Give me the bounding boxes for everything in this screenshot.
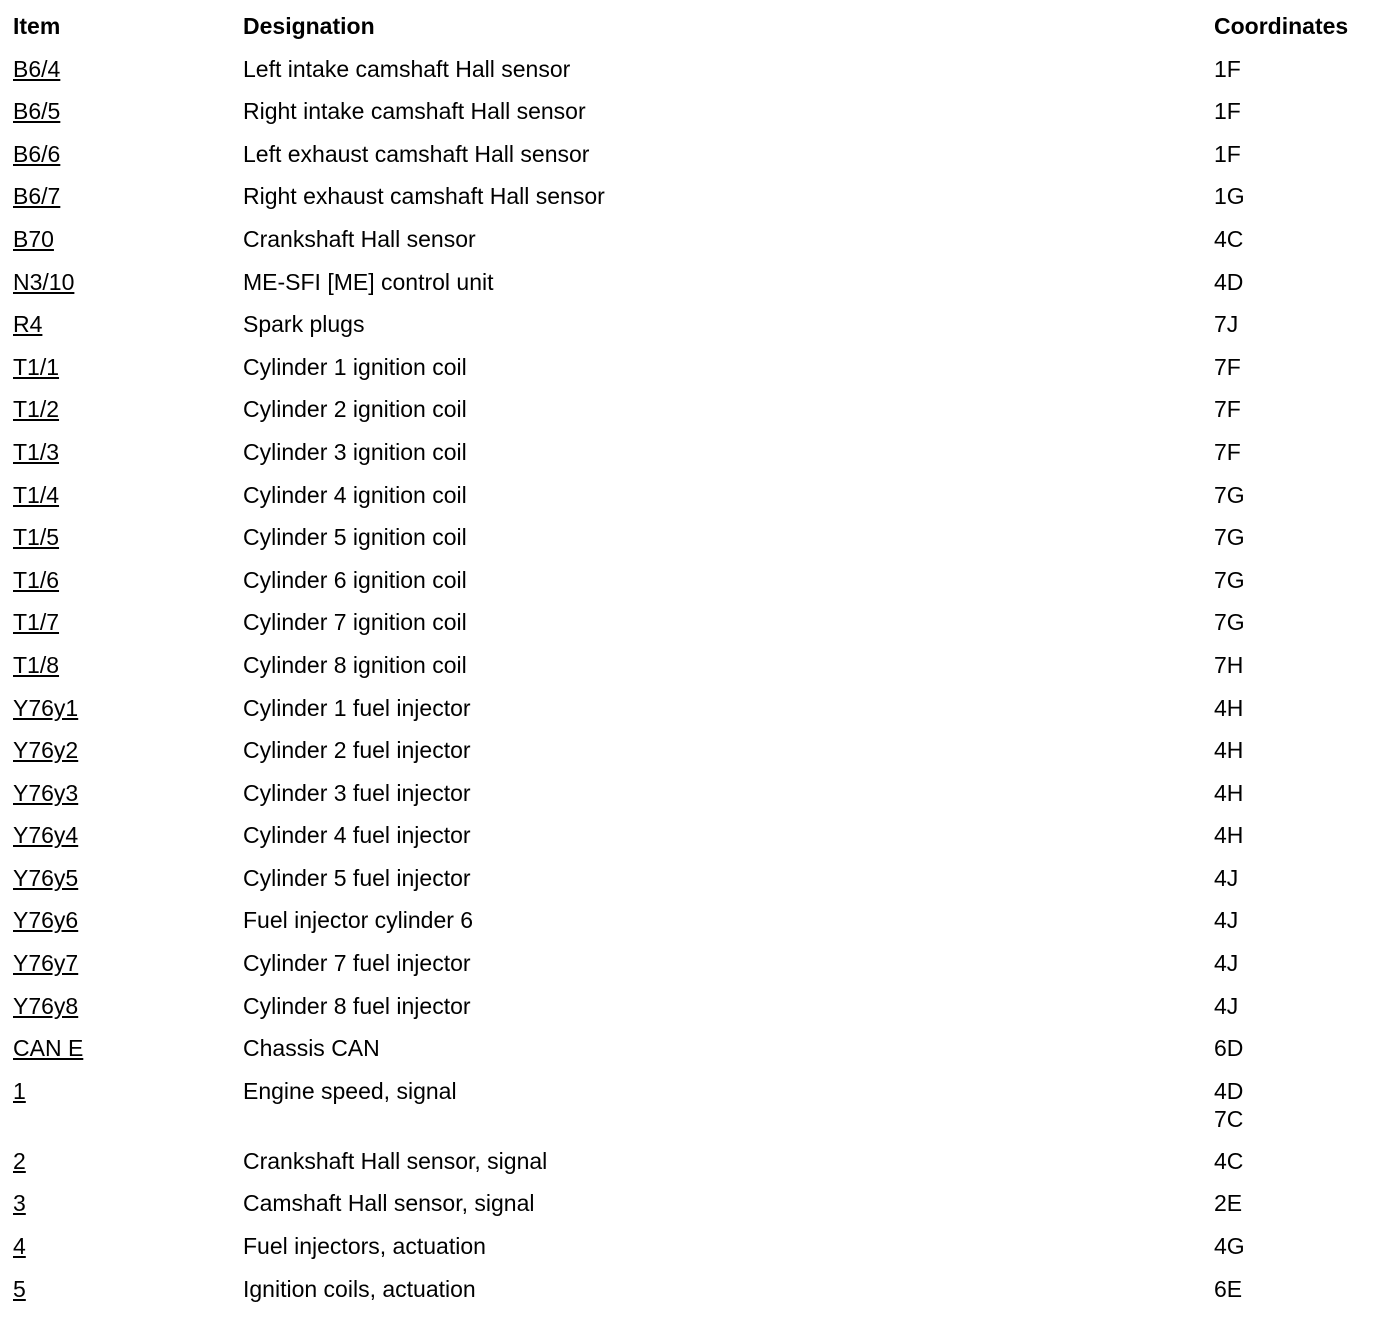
designation-cell: Crankshaft Hall sensor — [243, 225, 476, 252]
item-cell — [13, 566, 243, 594]
item-cell — [13, 523, 243, 551]
designation-cell: Cylinder 2 ignition coil — [243, 396, 467, 423]
coordinates-cell — [1214, 1034, 1383, 1062]
item-link[interactable]: 2 — [13, 1147, 26, 1174]
coordinates-cell — [1214, 821, 1383, 849]
item-link[interactable]: Y76y1 — [13, 694, 79, 721]
item-cell — [13, 97, 243, 125]
coordinates-cell — [1214, 992, 1383, 1020]
item-link[interactable]: Y76y3 — [13, 779, 79, 806]
table-row — [13, 779, 1383, 822]
coordinate-value: 4H — [1214, 694, 1244, 721]
designation-cell: Cylinder 2 fuel injector — [243, 737, 471, 764]
item-cell — [13, 1147, 243, 1175]
table-row — [13, 225, 1383, 268]
table-row — [13, 949, 1383, 992]
table-row — [13, 566, 1383, 609]
designation-cell: Cylinder 4 ignition coil — [243, 481, 467, 508]
designation-cell: Camshaft Hall sensor, signal — [243, 1190, 535, 1217]
item-link[interactable]: T1/7 — [13, 609, 60, 636]
item-cell — [13, 779, 243, 807]
coordinate-value: 4H — [1214, 822, 1244, 849]
item-link[interactable]: Y76y5 — [13, 864, 79, 891]
item-cell — [13, 694, 243, 722]
coordinate-value: 4H — [1214, 737, 1244, 764]
legend-table — [13, 12, 1383, 1317]
table-row — [13, 268, 1383, 311]
item-cell — [13, 864, 243, 892]
coordinates-cell — [1214, 182, 1383, 210]
column-header-coordinates: Coordinates — [1214, 13, 1349, 39]
column-header-item: Item — [13, 13, 61, 39]
coordinate-value: 7F — [1214, 396, 1241, 423]
coordinates-cell — [1214, 225, 1383, 253]
coordinate-value: 7F — [1214, 353, 1241, 380]
coordinates-cell — [1214, 395, 1383, 423]
item-link[interactable]: T1/1 — [13, 353, 60, 380]
coordinate-value: 7C — [1214, 1105, 1244, 1132]
coordinates-cell — [1214, 949, 1383, 977]
table-row — [13, 1147, 1383, 1190]
table-row — [13, 1275, 1383, 1318]
coordinates-cell — [1214, 481, 1383, 509]
coordinates-cell — [1214, 1189, 1383, 1217]
coordinates-cell — [1214, 736, 1383, 764]
item-link[interactable]: R4 — [13, 311, 43, 338]
item-link[interactable]: Y76y6 — [13, 907, 79, 934]
designation-cell: Cylinder 5 fuel injector — [243, 864, 471, 891]
item-cell — [13, 1275, 243, 1303]
coordinates-cell — [1214, 310, 1383, 338]
table-row — [13, 395, 1383, 438]
item-link[interactable]: N3/10 — [13, 268, 75, 295]
coordinates-cell — [1214, 864, 1383, 892]
table-row — [13, 523, 1383, 566]
designation-cell: Cylinder 3 fuel injector — [243, 779, 471, 806]
item-cell — [13, 821, 243, 849]
designation-cell: Cylinder 7 fuel injector — [243, 950, 471, 977]
table-row — [13, 481, 1383, 524]
designation-cell: Cylinder 3 ignition coil — [243, 438, 467, 465]
item-link[interactable]: 1 — [13, 1077, 26, 1104]
item-cell — [13, 353, 243, 381]
coordinate-value: 4G — [1214, 1233, 1245, 1260]
coordinates-cell — [1214, 523, 1383, 551]
table-row — [13, 1077, 1383, 1147]
designation-cell: Cylinder 8 fuel injector — [243, 992, 471, 1019]
designation-cell: Right intake camshaft Hall sensor — [243, 98, 586, 125]
table-row — [13, 55, 1383, 98]
item-cell — [13, 140, 243, 168]
coordinates-cell — [1214, 55, 1383, 83]
item-cell — [13, 310, 243, 338]
item-link[interactable]: 4 — [13, 1233, 26, 1260]
coordinates-cell — [1214, 140, 1383, 168]
table-row — [13, 1189, 1383, 1232]
coordinate-value: 7G — [1214, 566, 1245, 593]
item-cell — [13, 1189, 243, 1217]
coordinate-value: 6E — [1214, 1275, 1243, 1302]
coordinate-value: 7J — [1214, 311, 1239, 338]
designation-cell: Engine speed, signal — [243, 1077, 457, 1104]
designation-cell: Cylinder 6 ignition coil — [243, 566, 467, 593]
table-row — [13, 608, 1383, 651]
item-link[interactable]: T1/2 — [13, 396, 60, 423]
designation-cell: Fuel injector cylinder 6 — [243, 907, 474, 934]
item-link[interactable]: 5 — [13, 1275, 26, 1302]
coordinates-cell — [1214, 438, 1383, 466]
designation-cell: Chassis CAN — [243, 1035, 380, 1062]
coordinates-cell — [1214, 1147, 1383, 1175]
item-cell — [13, 736, 243, 764]
coordinates-cell — [1214, 268, 1383, 296]
item-cell — [13, 225, 243, 253]
coordinates-cell — [1214, 1275, 1383, 1303]
coordinates-cell — [1214, 608, 1383, 636]
coordinate-value: 4J — [1214, 907, 1239, 934]
coordinates-cell — [1214, 906, 1383, 934]
table-row — [13, 182, 1383, 225]
designation-cell: Cylinder 1 fuel injector — [243, 694, 471, 721]
item-cell — [13, 992, 243, 1020]
item-link[interactable]: CAN E — [13, 1035, 84, 1062]
item-cell — [13, 55, 243, 83]
item-link[interactable]: B6/5 — [13, 98, 61, 125]
item-cell — [13, 481, 243, 509]
coordinate-value: 4J — [1214, 950, 1239, 977]
coordinate-value: 1G — [1214, 183, 1245, 210]
item-cell — [13, 651, 243, 679]
coordinate-value: 7F — [1214, 438, 1241, 465]
coordinate-value: 1F — [1214, 55, 1241, 82]
item-cell — [13, 608, 243, 636]
item-cell — [13, 906, 243, 934]
coordinates-cell — [1214, 1077, 1383, 1133]
coordinate-value: 1F — [1214, 98, 1241, 125]
item-link[interactable]: Y76y7 — [13, 950, 79, 977]
designation-cell: Cylinder 5 ignition coil — [243, 524, 467, 551]
item-link[interactable]: T1/5 — [13, 524, 60, 551]
coordinate-value: 4D — [1214, 1077, 1244, 1104]
item-cell — [13, 182, 243, 210]
table-row — [13, 694, 1383, 737]
coordinate-value: 7G — [1214, 524, 1245, 551]
coordinate-value: 7H — [1214, 651, 1244, 678]
table-row — [13, 992, 1383, 1035]
table-row — [13, 1232, 1383, 1275]
item-cell — [13, 395, 243, 423]
coordinate-value: 1F — [1214, 140, 1241, 167]
item-link[interactable]: B6/6 — [13, 140, 61, 167]
table-row — [13, 438, 1383, 481]
designation-cell: Spark plugs — [243, 311, 365, 338]
coordinate-value: 4C — [1214, 1147, 1244, 1174]
designation-cell: Crankshaft Hall sensor, signal — [243, 1147, 548, 1174]
item-cell — [13, 1034, 243, 1062]
item-cell — [13, 949, 243, 977]
designation-cell: Cylinder 4 fuel injector — [243, 822, 471, 849]
table-row — [13, 864, 1383, 907]
item-link[interactable]: B70 — [13, 225, 54, 252]
coordinates-cell — [1214, 779, 1383, 807]
coordinate-value: 4J — [1214, 864, 1239, 891]
coordinate-value: 2E — [1214, 1190, 1243, 1217]
item-link[interactable]: Y76y4 — [13, 822, 79, 849]
coordinates-cell — [1214, 97, 1383, 125]
coordinates-cell — [1214, 651, 1383, 679]
coordinate-value: 4D — [1214, 268, 1244, 295]
item-link[interactable]: T1/3 — [13, 438, 60, 465]
item-cell — [13, 1232, 243, 1260]
designation-cell: Cylinder 7 ignition coil — [243, 609, 467, 636]
table-row — [13, 97, 1383, 140]
coordinate-value: 4J — [1214, 992, 1239, 1019]
table-row — [13, 736, 1383, 779]
item-link[interactable]: B6/7 — [13, 183, 61, 210]
item-link[interactable]: T1/4 — [13, 481, 60, 508]
table-header — [13, 12, 1383, 55]
item-link[interactable]: Y76y2 — [13, 737, 79, 764]
coordinates-cell — [1214, 1232, 1383, 1260]
table-row — [13, 310, 1383, 353]
item-link[interactable]: T1/8 — [13, 651, 60, 678]
item-link[interactable]: Y76y8 — [13, 992, 79, 1019]
item-link[interactable]: B6/4 — [13, 55, 61, 82]
designation-cell: Cylinder 1 ignition coil — [243, 353, 467, 380]
coordinates-cell — [1214, 694, 1383, 722]
coordinates-cell — [1214, 566, 1383, 594]
table-row — [13, 140, 1383, 183]
column-header-designation: Designation — [243, 13, 375, 39]
designation-cell: Left intake camshaft Hall sensor — [243, 55, 571, 82]
coordinate-value: 4C — [1214, 225, 1244, 252]
table-row — [13, 1034, 1383, 1077]
item-link[interactable]: T1/6 — [13, 566, 60, 593]
table-row — [13, 651, 1383, 694]
item-cell — [13, 1077, 243, 1105]
table-body — [13, 55, 1383, 1318]
designation-cell: Fuel injectors, actuation — [243, 1233, 486, 1260]
item-cell — [13, 438, 243, 466]
table-row — [13, 906, 1383, 949]
coordinate-value: 6D — [1214, 1035, 1244, 1062]
item-cell — [13, 268, 243, 296]
coordinate-value: 4H — [1214, 779, 1244, 806]
designation-cell: ME-SFI [ME] control unit — [243, 268, 494, 295]
designation-cell: Cylinder 8 ignition coil — [243, 651, 467, 678]
table-row — [13, 353, 1383, 396]
item-link[interactable]: 3 — [13, 1190, 26, 1217]
designation-cell: Right exhaust camshaft Hall sensor — [243, 183, 605, 210]
table-row — [13, 821, 1383, 864]
designation-cell: Left exhaust camshaft Hall sensor — [243, 140, 590, 167]
coordinates-cell — [1214, 353, 1383, 381]
coordinate-value: 7G — [1214, 481, 1245, 508]
coordinate-value: 7G — [1214, 609, 1245, 636]
designation-cell: Ignition coils, actuation — [243, 1275, 476, 1302]
